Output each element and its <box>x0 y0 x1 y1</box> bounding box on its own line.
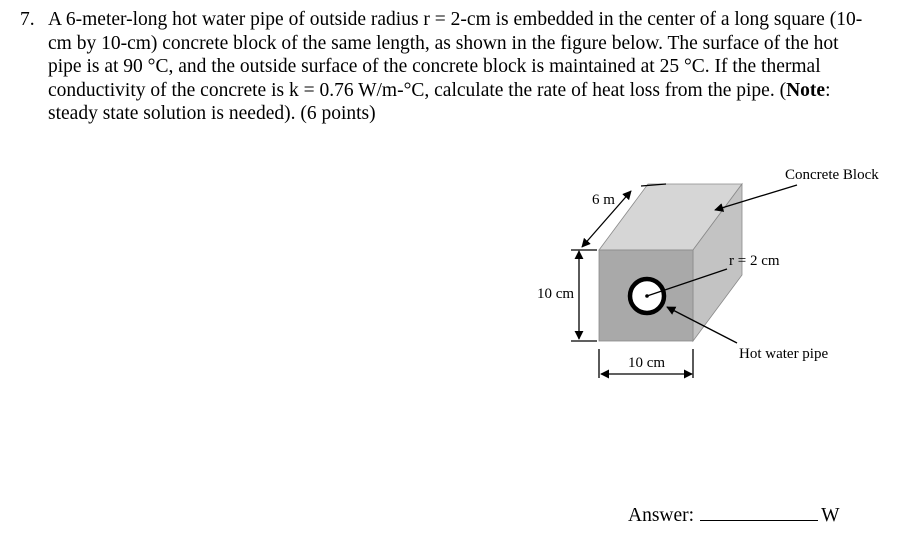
answer-label: Answer: <box>628 505 695 526</box>
question-number: 7. <box>20 9 35 30</box>
width-label: 10 cm <box>628 355 666 371</box>
hot-water-pipe-label: Hot water pipe <box>739 346 829 362</box>
question-line-3: pipe is at 90 °C, and the outside surface of the concrete block is maintained at 25 °C. If the thermal <box>48 56 821 77</box>
answer-blank[interactable] <box>700 502 818 521</box>
height-label: 10 cm <box>537 286 575 302</box>
note-tail: : <box>825 79 831 101</box>
radius-label: r = 2 cm <box>729 253 780 269</box>
concrete-block-label: Concrete Block <box>785 167 879 183</box>
answer-unit: W <box>821 505 840 526</box>
question-line-2: cm by 10-cm) concrete block of the same length, as shown in the figure below. The surface of the hot <box>48 32 839 54</box>
length-label: 6 m <box>592 192 615 208</box>
question-line-4-text: conductivity of the concrete is k = 0.76 W/m-°C, calculate the rate of heat loss from the pipe. ( <box>48 79 787 101</box>
answer-line <box>628 502 839 528</box>
note-label: Note <box>786 79 826 101</box>
question-line-5: steady state solution is needed). (6 points) <box>48 103 376 124</box>
question-line-1: A 6-meter-long hot water pipe of outside radius r = 2-cm is embedded in the center of a long square (10- <box>48 9 863 30</box>
